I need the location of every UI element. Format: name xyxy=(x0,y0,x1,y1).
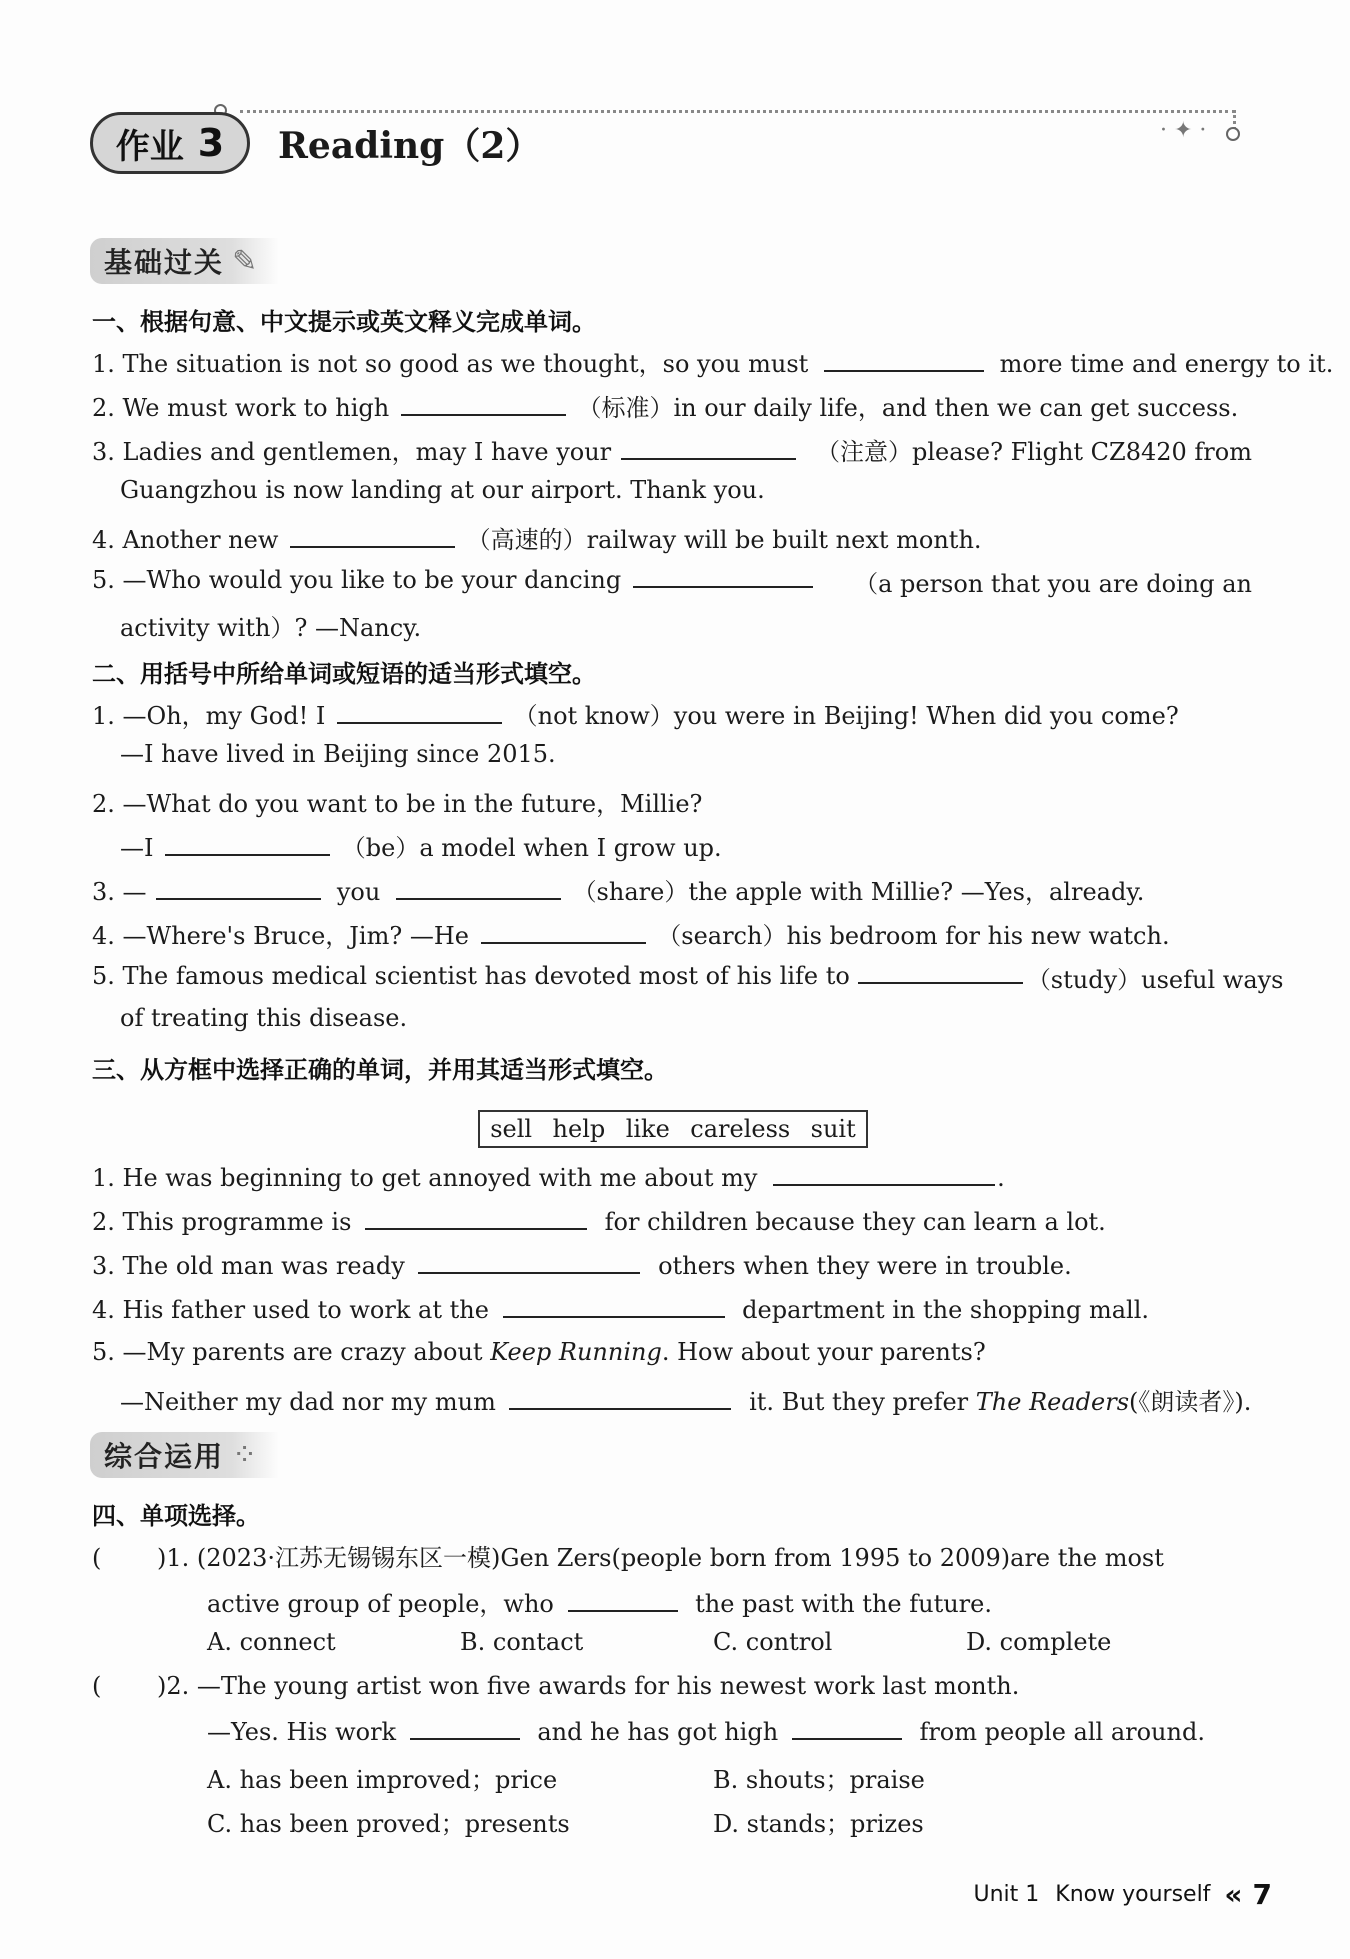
q2-options-row2 xyxy=(207,1804,1247,1839)
answer-blank[interactable] xyxy=(156,876,321,900)
part3-heading: 三、从方框中选择正确的单词，并用其适当形式填空。 xyxy=(92,1056,668,1084)
sparkle-icon: · ✦ · xyxy=(1160,118,1207,143)
p1-item-1: 1. The situation is not so good as we thought，so you must more time and energy to it. xyxy=(92,350,1334,378)
p3-item-1: 1. He was beginning to get annoyed with me about my . xyxy=(92,1164,1005,1192)
header-dotted-rule xyxy=(240,110,1235,113)
p3-item-5: 5. —My parents are crazy about Keep Running. How about your parents? xyxy=(92,1338,986,1366)
p3-item-5-cont: —Neither my dad nor my mum it. But they prefer The Readers(《朗读者》). xyxy=(120,1388,1252,1416)
chevron-left-icon: « xyxy=(1224,1878,1243,1911)
p2-item-2-cont: —I （be）a model when I grow up. xyxy=(120,834,722,862)
ring-ornament-icon xyxy=(1226,127,1240,141)
p3-item-2: 2. This programme is for children because they can learn a lot. xyxy=(92,1208,1106,1236)
p2-item-3: 3. — you （share）the apple with Millie? —Yes，already. xyxy=(92,878,1145,906)
answer-blank[interactable] xyxy=(792,1716,902,1740)
q2-stem: ( )2. —The young artist won five awards for his newest work last month. xyxy=(92,1672,1020,1700)
q1-line2: active group of people，who the past with the future. xyxy=(207,1590,992,1618)
p3-item-3: 3. The old man was ready others when they were in trouble. xyxy=(92,1252,1072,1280)
q2-options-row1 xyxy=(207,1760,1247,1795)
answer-blank[interactable] xyxy=(401,392,566,416)
p2-item-1-cont: —I have lived in Beijing since 2015. xyxy=(120,740,556,768)
q2-line2: —Yes. His work and he has got high from people all around. xyxy=(207,1718,1205,1746)
answer-blank[interactable] xyxy=(503,1294,725,1318)
part1-heading: 一、根据句意、中文提示或英文释义完成单词。 xyxy=(92,308,596,336)
page-footer xyxy=(974,1878,1273,1911)
answer-blank[interactable] xyxy=(509,1386,731,1410)
word-help: help xyxy=(552,1115,606,1143)
answer-blank[interactable] xyxy=(621,436,796,460)
q1-options xyxy=(207,1628,1247,1656)
q2-option-b[interactable]: B. shouts；praise xyxy=(713,1766,925,1794)
answer-blank[interactable] xyxy=(365,1206,587,1230)
p1-item-4: 4. Another new （高速的）railway will be built next month. xyxy=(92,526,982,554)
word-careless: careless xyxy=(690,1115,791,1143)
p3-item-4: 4. His father used to work at the department in the shopping mall. xyxy=(92,1296,1150,1324)
page-title: Reading（2） xyxy=(278,125,542,167)
p1-item-2: 2. We must work to high （标准）in our daily life，and then we can get success. xyxy=(92,394,1239,422)
footer-unit: Unit 1 xyxy=(973,1882,1040,1907)
p2-item-5-cont: of treating this disease. xyxy=(120,1004,408,1032)
section-tag-label: 基础过关 xyxy=(104,246,225,279)
badge-text: 作业 xyxy=(115,126,184,167)
word-suit: suit xyxy=(810,1115,856,1143)
p1-item-5-cont: activity with）? —Nancy. xyxy=(120,614,422,642)
answer-blank[interactable] xyxy=(410,1716,520,1740)
answer-blank[interactable] xyxy=(858,960,1023,984)
word-box xyxy=(478,1110,868,1148)
p2-item-5: 5. The famous medical scientist has devoted most of his life to （study）useful ways xyxy=(92,962,1284,994)
p2-item-4: 4. —Where's Bruce，Jim? —He （search）his bedroom for his new watch. xyxy=(92,922,1170,950)
answer-blank[interactable] xyxy=(481,920,646,944)
word-sell: sell xyxy=(490,1115,533,1143)
q2-option-a[interactable]: A. has been improved；price xyxy=(207,1766,558,1794)
q1-option-a[interactable]: A. connect xyxy=(207,1628,336,1656)
q1-option-c[interactable]: C. control xyxy=(713,1628,833,1656)
answer-blank[interactable] xyxy=(633,564,813,588)
p1-item-3-cont: Guangzhou is now landing at our airport. Thank you. xyxy=(120,476,765,504)
answer-blank[interactable] xyxy=(773,1162,995,1186)
answer-blank[interactable] xyxy=(337,700,502,724)
q1-option-b[interactable]: B. contact xyxy=(460,1628,584,1656)
pencil-icon: ✎ xyxy=(232,243,260,279)
p1-item-3: 3. Ladies and gentlemen，may I have your （注意）please? Flight CZ8420 from xyxy=(92,438,1252,466)
section-tag-comprehensive xyxy=(90,1432,279,1478)
answer-blank[interactable] xyxy=(418,1250,640,1274)
answer-paren-slot[interactable] xyxy=(109,1672,157,1694)
badge-number: 3 xyxy=(197,121,225,165)
p1-item-5: 5. —Who would you like to be your dancing （a person that you are doing an xyxy=(92,566,1252,598)
answer-blank[interactable] xyxy=(290,524,455,548)
footer-unit-title: Know yourself xyxy=(1055,1882,1211,1907)
q2-option-d[interactable]: D. stands；prizes xyxy=(713,1810,924,1838)
q1-stem: ( )1. (2023·江苏无锡锡东区一模)Gen Zers(people born from 1995 to 2009)are the most xyxy=(92,1544,1164,1572)
section-tag-basics xyxy=(90,238,279,284)
p2-item-2: 2. —What do you want to be in the future，Millie? xyxy=(92,790,703,818)
page-number: 7 xyxy=(1252,1878,1272,1911)
part2-heading: 二、用括号中所给单词或短语的适当形式填空。 xyxy=(92,660,596,688)
q1-option-d[interactable]: D. complete xyxy=(966,1628,1112,1656)
answer-blank[interactable] xyxy=(396,876,561,900)
answer-blank[interactable] xyxy=(568,1588,678,1612)
word-like: like xyxy=(625,1115,670,1143)
p2-item-1: 1. —Oh，my God! I （not know）you were in Beijing! When did you come? xyxy=(92,702,1179,730)
sparkle-lines-icon: ⁘ xyxy=(232,1437,260,1473)
homework-badge xyxy=(90,112,250,174)
q2-option-c[interactable]: C. has been proved；presents xyxy=(207,1810,570,1838)
section-tag-label: 综合运用 xyxy=(104,1440,225,1473)
answer-blank[interactable] xyxy=(824,348,984,372)
answer-blank[interactable] xyxy=(165,832,330,856)
answer-paren-slot[interactable] xyxy=(109,1544,157,1566)
part4-heading: 四、单项选择。 xyxy=(92,1502,260,1530)
